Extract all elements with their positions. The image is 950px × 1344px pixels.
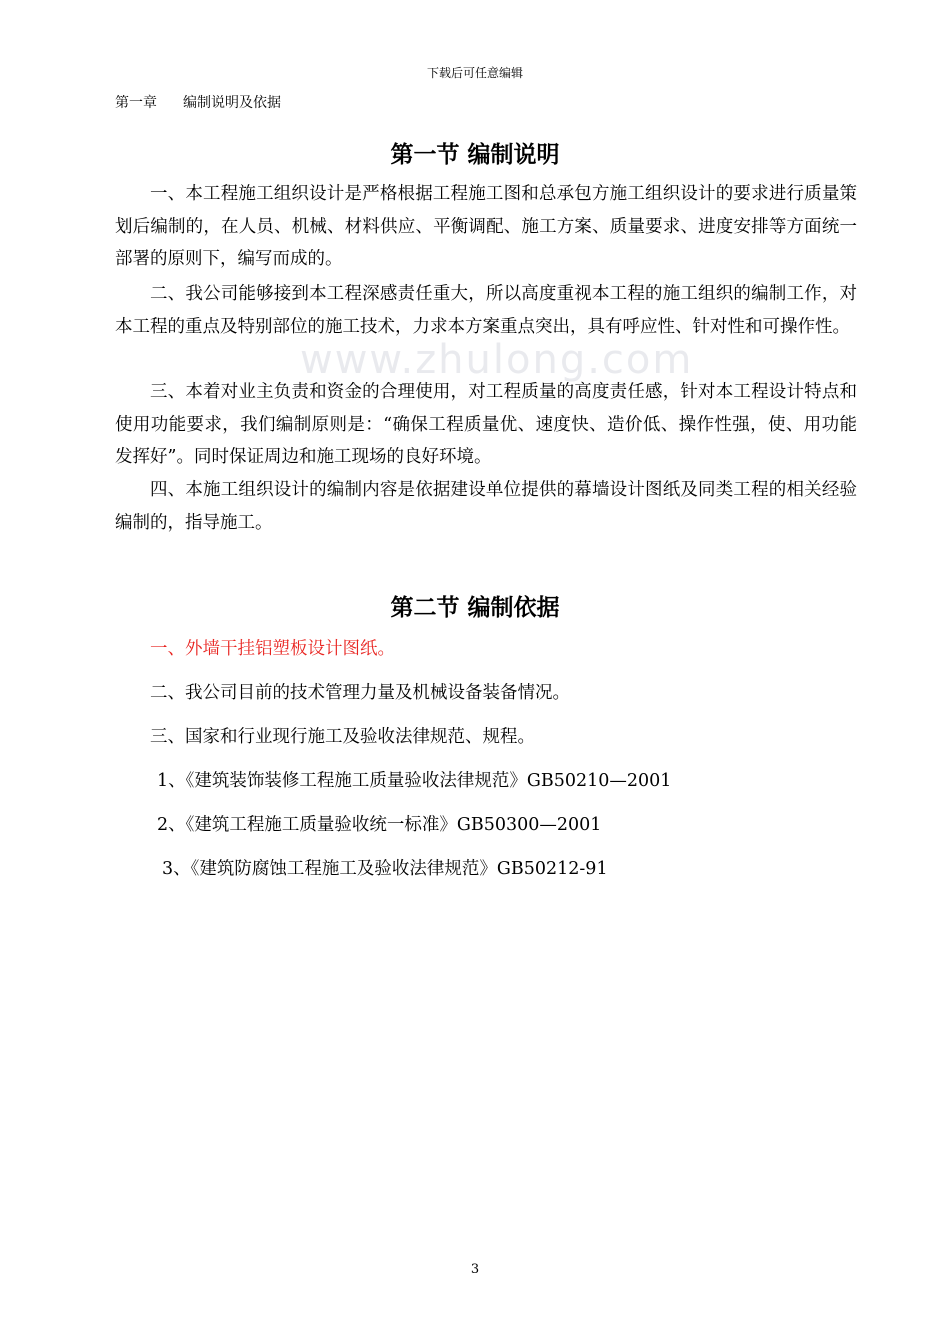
section1-title: 第一节 编制说明 xyxy=(390,142,560,168)
header-note: 下载后可任意编辑 xyxy=(426,66,523,80)
chapter-title: 编制说明及依据 xyxy=(183,95,281,111)
standard-item-3: 3、《建筑防腐蚀工程施工及验收法律规范》GB50212-91 xyxy=(162,859,608,879)
chapter-number: 第一章 xyxy=(115,95,157,111)
basis-item-1: 一、外墙干挂铝塑板设计图纸。 xyxy=(150,639,395,659)
standard-item-2: 2、《建筑工程施工质量验收统一标准》GB50300—2001 xyxy=(157,815,602,835)
page-number: 3 xyxy=(470,1262,480,1277)
section1-paragraph-1: 一、本工程施工组织设计是严格根据工程施工图和总承包方施工组织设计的要求进行质量策划后编制的，在人员、机械、材料供应、平衡调配、施工方案、质量要求、进度安排等方面统一部署的原则下，编写而成的。 xyxy=(115,184,857,269)
section1-paragraph-4: 四、本施工组织设计的编制内容是依据建设单位提供的幕墙设计图纸及同类工程的相关经验编制的，指导施工。 xyxy=(115,480,857,533)
basis-item-3: 三、国家和行业现行施工及验收法律规范、规程。 xyxy=(150,727,535,747)
chapter-heading xyxy=(115,92,281,112)
section1-paragraph-3: 三、本着对业主负责和资金的合理使用，对工程质量的高度责任感，针对本工程设计特点和使用功能要求，我们编制原则是：“确保工程质量优、速度快、造价低、操作性强，使、用功能发挥好”。同时保证周边和施工现场的良好环境。 xyxy=(115,382,857,467)
standard-item-1: 1、《建筑装饰装修工程施工质量验收法律规范》GB50210—2001 xyxy=(157,771,672,791)
basis-item-2: 二、我公司目前的技术管理力量及机械设备装备情况。 xyxy=(150,683,570,703)
section1-paragraph-2: 二、我公司能够接到本工程深感责任重大，所以高度重视本工程的施工组织的编制工作，对本工程的重点及特别部位的施工技术，力求本方案重点突出，具有呼应性、针对性和可操作性。 xyxy=(115,284,857,337)
watermark: www.zhulong.com xyxy=(300,337,694,383)
section2-title: 第二节 编制依据 xyxy=(390,595,560,621)
